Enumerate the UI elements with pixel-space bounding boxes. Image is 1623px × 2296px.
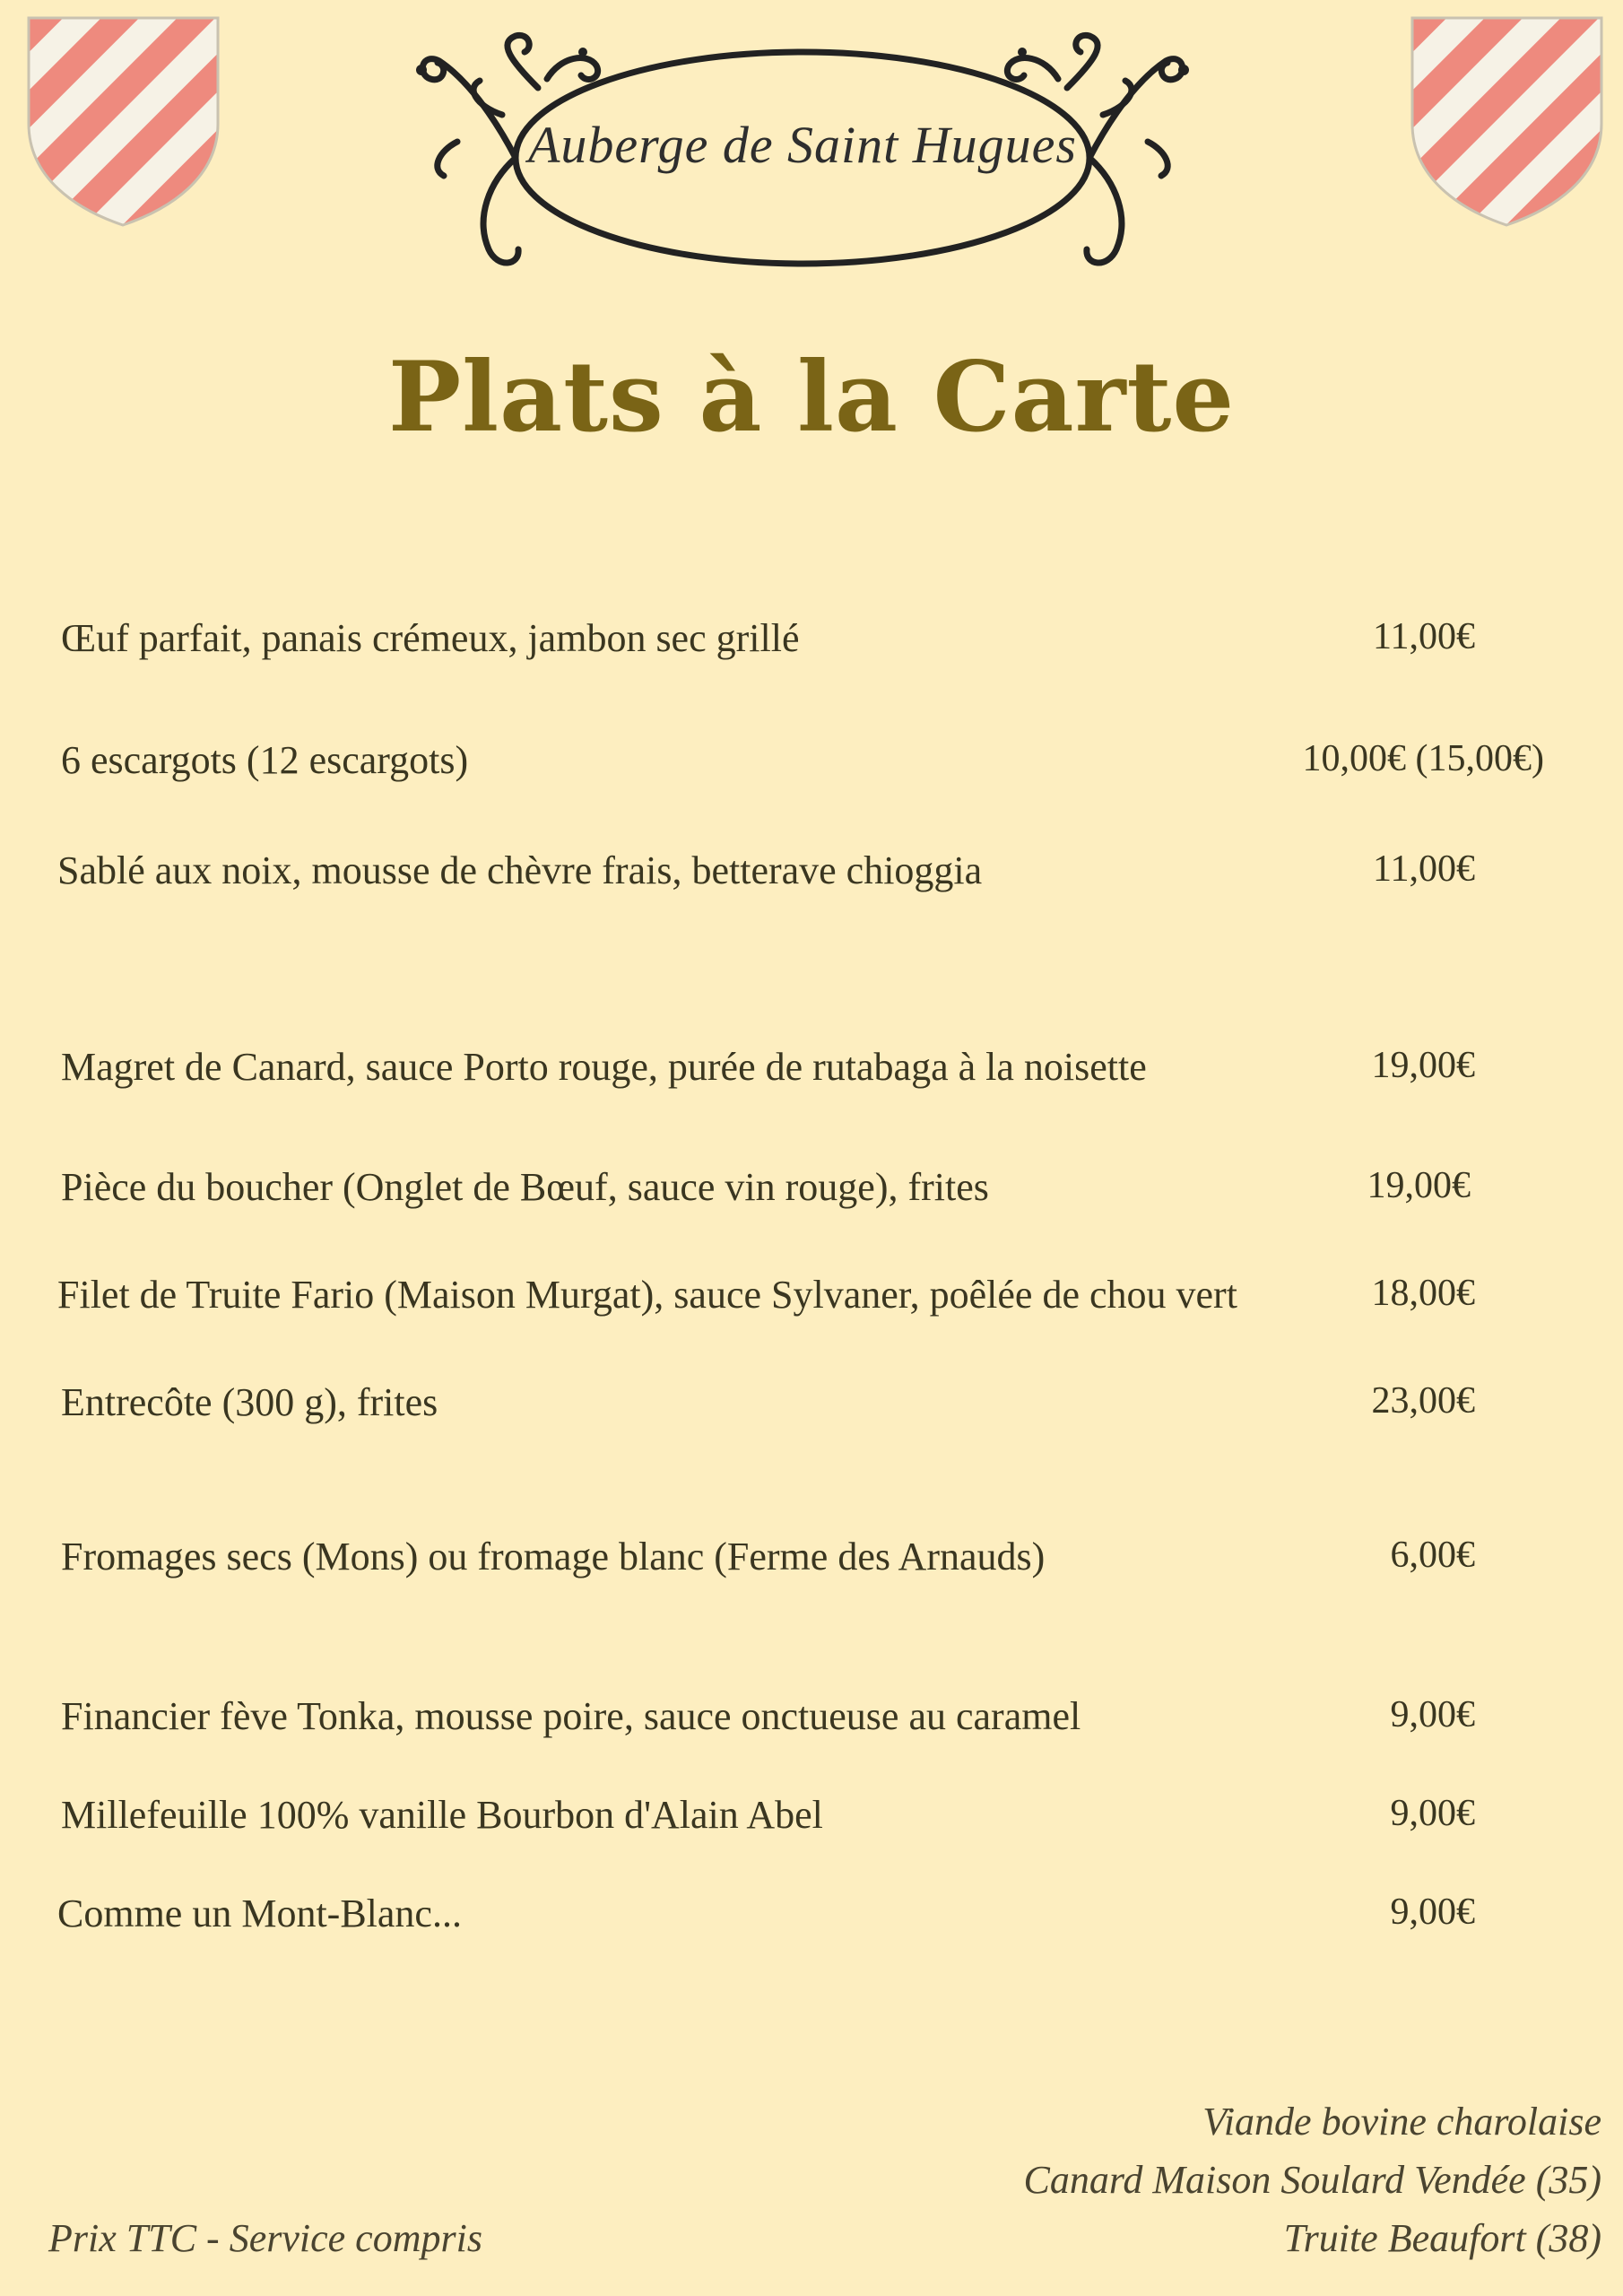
dish-price: 9,00€ <box>1390 1793 1475 1834</box>
dish-price: 11,00€ <box>1373 848 1475 890</box>
menu-item <box>0 1272 1623 1335</box>
dish-name: Comme un Mont-Blanc... <box>57 1892 462 1935</box>
dish-price: 9,00€ <box>1390 1892 1475 1933</box>
menu-item <box>0 1792 1623 1855</box>
dish-price: 9,00€ <box>1390 1694 1475 1735</box>
menu-item <box>0 1891 1623 1953</box>
dish-name: Financier fève Tonka, mousse poire, sauce onctueuse au caramel <box>61 1694 1081 1738</box>
dish-name: Magret de Canard, sauce Porto rouge, purée de rutabaga à la noisette <box>61 1045 1147 1089</box>
menu-item <box>0 1164 1623 1227</box>
dish-price: 10,00€ (15,00€) <box>1302 738 1544 779</box>
origin-note: Canard Maison Soulard Vendée (35) <box>1023 2158 1601 2202</box>
dish-price: 18,00€ <box>1371 1273 1475 1314</box>
heraldic-shield-left <box>27 16 220 227</box>
dish-name: Filet de Truite Fario (Maison Murgat), sauce Sylvaner, poêlée de chou vert <box>57 1273 1237 1317</box>
menu-item <box>0 1534 1623 1596</box>
page-title: Plats à la Carte <box>387 341 1236 454</box>
menu-item <box>0 1044 1623 1107</box>
menu-item <box>0 737 1623 800</box>
origin-note: Viande bovine charolaise <box>1202 2100 1601 2144</box>
dish-name: 6 escargots (12 escargots) <box>61 738 469 782</box>
dish-name: Millefeuille 100% vanille Bourbon d'Alain Abel <box>61 1793 823 1837</box>
dish-price: 19,00€ <box>1371 1045 1475 1086</box>
dish-name: Pièce du boucher (Onglet de Bœuf, sauce vin rouge), frites <box>61 1165 989 1209</box>
origin-note: Truite Beaufort (38) <box>1283 2216 1601 2260</box>
dish-price: 19,00€ <box>1367 1165 1471 1206</box>
dish-price: 6,00€ <box>1390 1535 1475 1576</box>
dish-price: 23,00€ <box>1371 1380 1475 1422</box>
dish-name: Sablé aux noix, mousse de chèvre frais, betterave chioggia <box>57 848 983 892</box>
menu-item <box>0 1693 1623 1756</box>
menu-item <box>0 615 1623 678</box>
restaurant-name: Auberge de Saint Hugues <box>527 116 1077 174</box>
dish-name: Œuf parfait, panais crémeux, jambon sec grillé <box>61 616 800 660</box>
menu-item <box>0 848 1623 910</box>
service-note: Prix TTC - Service compris <box>48 2216 482 2260</box>
dish-name: Fromages secs (Mons) ou fromage blanc (Ferme des Arnauds) <box>61 1535 1046 1578</box>
dish-name: Entrecôte (300 g), frites <box>61 1380 438 1424</box>
heraldic-shield-right <box>1410 16 1603 227</box>
menu-item <box>0 1379 1623 1442</box>
dish-price: 11,00€ <box>1373 616 1475 657</box>
